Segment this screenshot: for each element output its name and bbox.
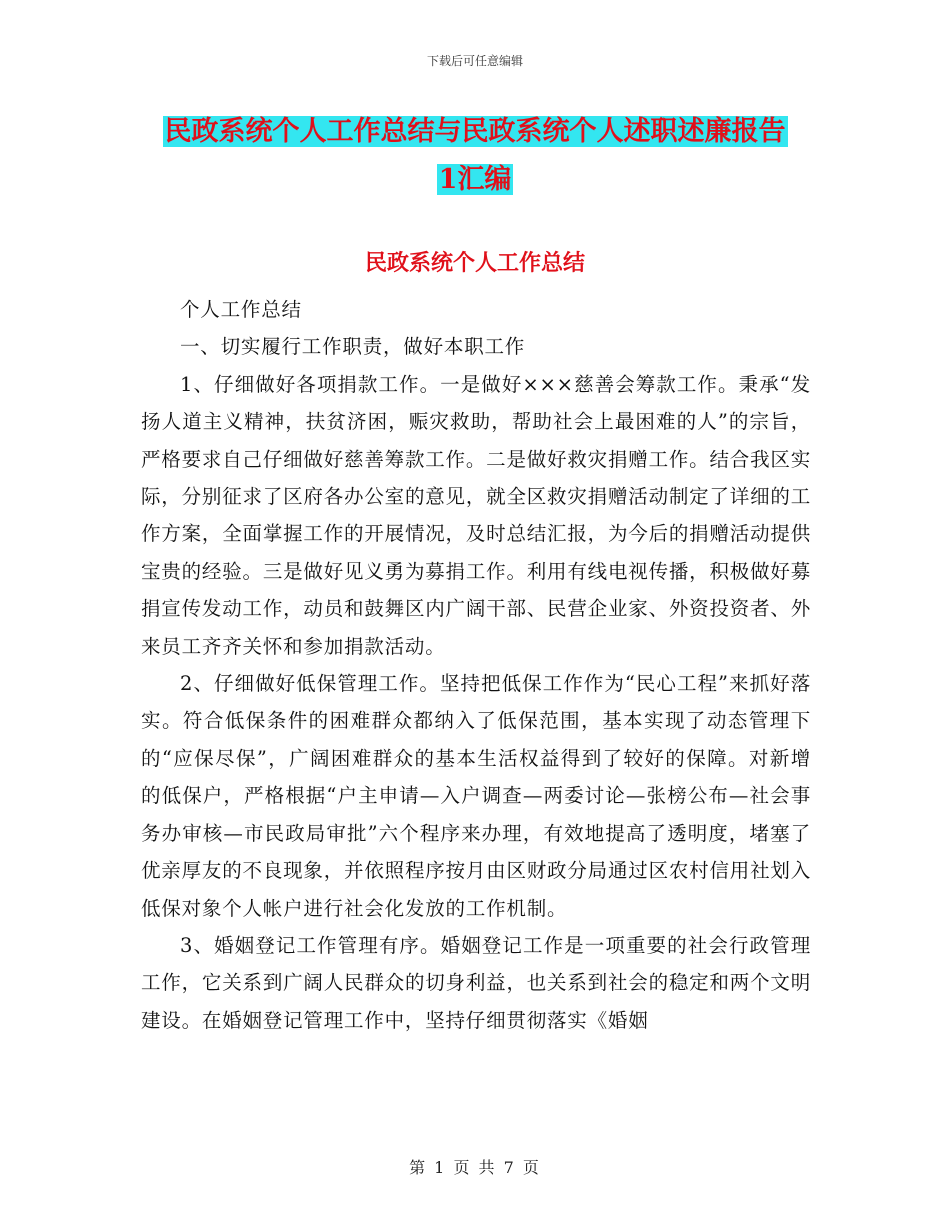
section-title: 民政系统个人工作总结 [364, 250, 585, 276]
paragraph: 2、仔细做好低保管理工作。坚持把低保工作作为“民心工程”来抓好落实。符合低保条件的困难群众都纳入了低保范围，基本实现了动态管理下的“应保尽保”，广阔困难群众的基本生活权益得到了较好的保障。对新增的低保户，严格根据“户主申请—入户调查—两委讨论—张榜公布—社会事务办审核—市民政局审批”六个程序来办理，有效地提高了透明度，堵塞了优亲厚友的不良现象，并依照程序按月由区财政分局通过区农村信用社划入低保对象个人帐户进行社会化发放的工作机制。 [141, 672, 811, 920]
paragraph: 个人工作总结 [180, 298, 302, 321]
paragraph: 3、婚姻登记工作管理有序。婚姻登记工作是一项重要的社会行政管理工作，它关系到广阔人民群众的切身利益，也关系到社会的稳定和两个文明建设。在婚姻登记管理工作中，坚持仔细贯彻落实《婚姻 [141, 933, 811, 1032]
body-text [141, 291, 811, 1039]
paragraph: 一、切实履行工作职责，做好本职工作 [180, 335, 526, 359]
paragraph: 1、仔细做好各项捐款工作。一是做好×××慈善会筹款工作。秉承“发扬人道主义精神，扶贫济困，赈灾救助，帮助社会上最困难的人”的宗旨，严格要求自己仔细做好慈善筹款工作。二是做好救灾捐赠工作。结合我区实际，分别征求了区府各办公室的意见，就全区救灾捐赠活动制定了详细的工作方案，全面掌握工作的开展情况，及时总结汇报，为今后的捐赠活动提供宝贵的经验。三是做好见义勇为募捐工作。利用有线电视传播，积极做好募捐宣传发动工作，动员和鼓舞区内广阔干部、民营企业家、外资投资者、外来员工齐齐关怀和参加捐款活动。 [141, 372, 811, 658]
title-line-2: 1汇编 [438, 164, 512, 195]
header-note: 下载后可任意编辑 [426, 54, 523, 68]
page-number-footer: 第 1 页 共 7 页 [409, 1158, 541, 1177]
title-line-1: 民政系统个人工作总结与民政系统个人述职述廉报告 [164, 116, 786, 147]
document-title [0, 108, 950, 204]
